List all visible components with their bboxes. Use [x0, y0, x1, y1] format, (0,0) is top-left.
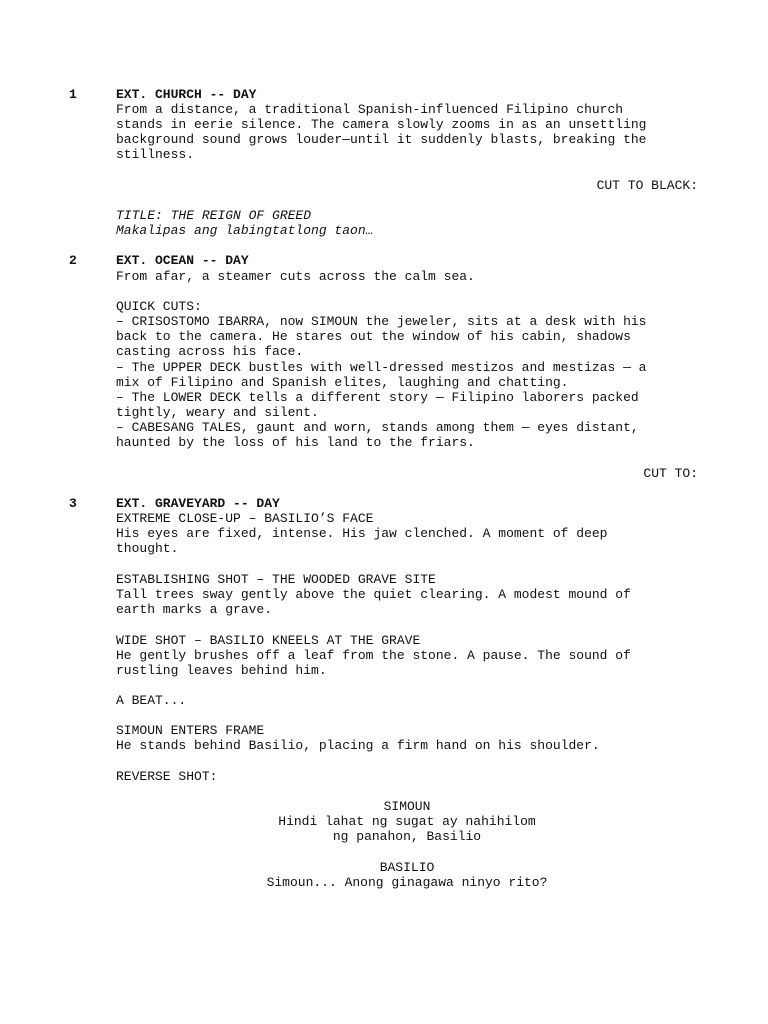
shot-label: SIMOUN ENTERS FRAME — [116, 723, 265, 738]
title-card-line: TITLE: THE REIGN OF GREED — [116, 208, 312, 223]
scene-number: 3 — [69, 496, 77, 511]
scene-heading: EXT. OCEAN -- DAY — [116, 253, 249, 268]
scene-number: 1 — [69, 87, 77, 102]
shot-label: ESTABLISHING SHOT – THE WOODED GRAVE SITE — [116, 572, 436, 587]
dialogue-line: Simoun... Anong ginagawa ninyo rito? — [266, 875, 548, 890]
dialogue-line: Hindi lahat ng sugat ay nahihilom — [278, 814, 536, 829]
quick-cut-line: mix of Filipino and Spanish elites, laughing and chatting. — [116, 375, 569, 390]
shot-label: WIDE SHOT – BASILIO KNEELS AT THE GRAVE — [116, 633, 421, 648]
title-card-line: Makalipas ang labingtatlong taon… — [116, 223, 374, 238]
shot-label: REVERSE SHOT: — [116, 769, 218, 784]
transition: CUT TO BLACK: — [596, 178, 698, 193]
quick-cut-line: haunted by the loss of his land to the friars. — [116, 435, 475, 450]
action-line: background sound grows louder—until it suddenly blasts, breaking the — [116, 132, 647, 147]
transition: CUT TO: — [643, 466, 698, 481]
quick-cut-line: tightly, weary and silent. — [116, 405, 319, 420]
action-line: earth marks a grave. — [116, 602, 273, 617]
action-line: thought. — [116, 541, 179, 556]
action-line: He stands behind Basilio, placing a firm hand on his shoulder. — [116, 738, 600, 753]
action-line: Tall trees sway gently above the quiet clearing. A modest mound of — [116, 587, 631, 602]
action-line: rustling leaves behind him. — [116, 663, 327, 678]
beat-line: A BEAT... — [116, 693, 187, 708]
quick-cut-line: – CRISOSTOMO IBARRA, now SIMOUN the jeweler, sits at a desk with his — [116, 314, 647, 329]
character-name: SIMOUN — [383, 799, 431, 814]
quick-cut-line: – CABESANG TALES, gaunt and worn, stands among them — eyes distant, — [116, 420, 639, 435]
character-name: BASILIO — [379, 860, 435, 875]
quick-cuts-label: QUICK CUTS: — [116, 299, 202, 314]
action-line: From afar, a steamer cuts across the calm sea. — [116, 269, 475, 284]
action-line: His eyes are fixed, intense. His jaw clenched. A moment of deep — [116, 526, 608, 541]
shot-label: EXTREME CLOSE-UP – BASILIO’S FACE — [116, 511, 374, 526]
scene-heading: EXT. GRAVEYARD -- DAY — [116, 496, 280, 511]
quick-cut-line: casting across his face. — [116, 344, 304, 359]
scene-number: 2 — [69, 253, 77, 268]
quick-cut-line: back to the camera. He stares out the window of his cabin, shadows — [116, 329, 631, 344]
action-line: stillness. — [116, 147, 195, 162]
action-line: From a distance, a traditional Spanish-influenced Filipino church — [116, 102, 624, 117]
quick-cut-line: – The UPPER DECK bustles with well-dressed mestizos and mestizas — a — [116, 360, 647, 375]
dialogue-line: ng panahon, Basilio — [332, 829, 482, 844]
action-line: stands in eerie silence. The camera slowly zooms in as an unsettling — [116, 117, 647, 132]
scene-heading: EXT. CHURCH -- DAY — [116, 87, 257, 102]
action-line: He gently brushes off a leaf from the stone. A pause. The sound of — [116, 648, 631, 663]
quick-cut-line: – The LOWER DECK tells a different story — Filipino laborers packed — [116, 390, 639, 405]
